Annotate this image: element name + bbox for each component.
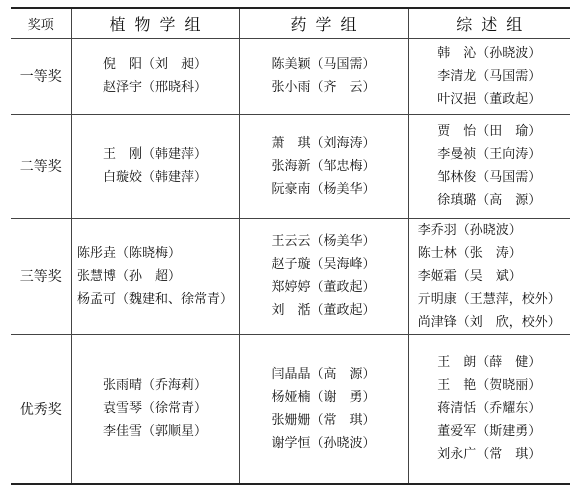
winner-list bbox=[418, 219, 561, 334]
botany-cell bbox=[71, 38, 239, 114]
winner-entry: 陈彤垚（陈晓梅） bbox=[76, 245, 181, 261]
winner-entry: 杨孟可（魏建和、徐常青） bbox=[76, 291, 233, 307]
header-pharmacy-group: 药学组 bbox=[239, 8, 408, 38]
review-cell bbox=[408, 114, 570, 218]
row-second-prize bbox=[11, 114, 570, 218]
winner-list bbox=[103, 143, 207, 189]
winner-entry: 赵子璇（吴海峰） bbox=[271, 257, 376, 272]
winner-entry: 赵泽宇（邢晓科） bbox=[102, 80, 207, 95]
winner-list bbox=[271, 132, 375, 201]
winner-entry: 倪 阳（刘 昶） bbox=[102, 57, 207, 72]
winner-entry: 陈士林（张 涛） bbox=[417, 245, 522, 261]
review-cell bbox=[408, 334, 570, 484]
review-cell bbox=[408, 218, 570, 334]
review-cell bbox=[408, 38, 570, 114]
pharmacy-cell bbox=[239, 114, 408, 218]
winner-entry: 王 刚（韩建萍） bbox=[102, 147, 207, 162]
winner-entry: 袁雪琴（徐常青） bbox=[102, 401, 207, 417]
winner-list bbox=[271, 230, 375, 322]
winner-list bbox=[437, 42, 541, 111]
winner-entry: 韩 沁（孙晓波） bbox=[437, 45, 542, 61]
header-award: 奖项 bbox=[11, 8, 71, 38]
awards-table bbox=[11, 7, 570, 485]
winner-entry: 杨娅楠（谢 勇） bbox=[271, 389, 376, 405]
winner-entry: 张雨晴（乔海莉） bbox=[102, 378, 207, 394]
header-botany-group: 植物学组 bbox=[71, 8, 239, 38]
winner-entry: 亓明康（王慧萍，校外） bbox=[417, 291, 561, 307]
winner-list bbox=[271, 53, 375, 99]
winner-list bbox=[437, 351, 541, 466]
winner-entry: 徐瑱璐（高 源） bbox=[437, 193, 542, 208]
pharmacy-cell bbox=[239, 334, 408, 484]
winner-list bbox=[271, 363, 375, 455]
winner-entry: 郑婷婷（董政起） bbox=[271, 280, 376, 295]
winner-entry: 尚津锋（刘 欣，校外） bbox=[417, 314, 561, 330]
winner-entry: 邹林俊（马国需） bbox=[437, 170, 542, 185]
winner-entry: 王云云（杨美华） bbox=[271, 234, 376, 249]
winner-entry: 王 艳（贺晓丽） bbox=[437, 378, 542, 394]
winner-entry: 董爱军（斯建勇） bbox=[437, 424, 542, 440]
row-third-prize bbox=[11, 218, 570, 334]
winner-list bbox=[103, 374, 207, 443]
pharmacy-cell bbox=[239, 218, 408, 334]
award-label: 优秀奖 bbox=[11, 334, 71, 484]
winner-entry: 李乔羽（孙晓波） bbox=[417, 222, 522, 238]
winner-entry: 陈美颖（马国需） bbox=[271, 57, 376, 72]
award-label: 一等奖 bbox=[11, 38, 71, 114]
award-label: 二等奖 bbox=[11, 114, 71, 218]
winner-list bbox=[437, 120, 541, 212]
winner-entry: 刘永广（常 琪） bbox=[437, 447, 542, 463]
winner-list bbox=[77, 242, 233, 311]
header-row bbox=[11, 8, 570, 38]
winner-entry: 李姬霜（吴 斌） bbox=[417, 268, 522, 284]
winner-entry: 谢学恒（孙晓波） bbox=[271, 435, 376, 451]
winner-entry: 王 朗（薛 健） bbox=[437, 355, 542, 371]
winner-entry: 蒋清恬（乔耀东） bbox=[437, 401, 542, 417]
winner-entry: 刘 湉（董政起） bbox=[271, 303, 376, 318]
award-label: 三等奖 bbox=[11, 218, 71, 334]
winner-entry: 萧 琪（刘海涛） bbox=[271, 135, 376, 151]
winner-entry: 张小雨（齐 云） bbox=[271, 80, 376, 95]
winner-entry: 阮豪南（杨美华） bbox=[271, 181, 376, 197]
winner-entry: 白璇姣（韩建萍） bbox=[102, 170, 207, 185]
winner-entry: 张姗姗（常 琪） bbox=[271, 412, 376, 428]
winner-list bbox=[103, 53, 207, 99]
botany-cell bbox=[71, 114, 239, 218]
winner-entry: 闫晶晶（高 源） bbox=[271, 366, 376, 382]
pharmacy-cell bbox=[239, 38, 408, 114]
winner-entry: 张海新（邹忠梅） bbox=[271, 158, 376, 174]
winner-entry: 李曼祯（王向涛） bbox=[437, 147, 542, 162]
winner-entry: 李佳雪（郭顺星） bbox=[102, 424, 207, 440]
header-review-group: 综述组 bbox=[408, 8, 570, 38]
winner-entry: 叶汉挹（董政起） bbox=[437, 91, 542, 107]
winner-entry: 李清龙（马国需） bbox=[437, 68, 542, 84]
botany-cell bbox=[71, 334, 239, 484]
winner-entry: 贾 怡（田 瑜） bbox=[437, 124, 542, 139]
botany-cell bbox=[71, 218, 239, 334]
row-excellence-prize bbox=[11, 334, 570, 484]
row-first-prize bbox=[11, 38, 570, 114]
winner-entry: 张慧博（孙 超） bbox=[76, 268, 181, 284]
